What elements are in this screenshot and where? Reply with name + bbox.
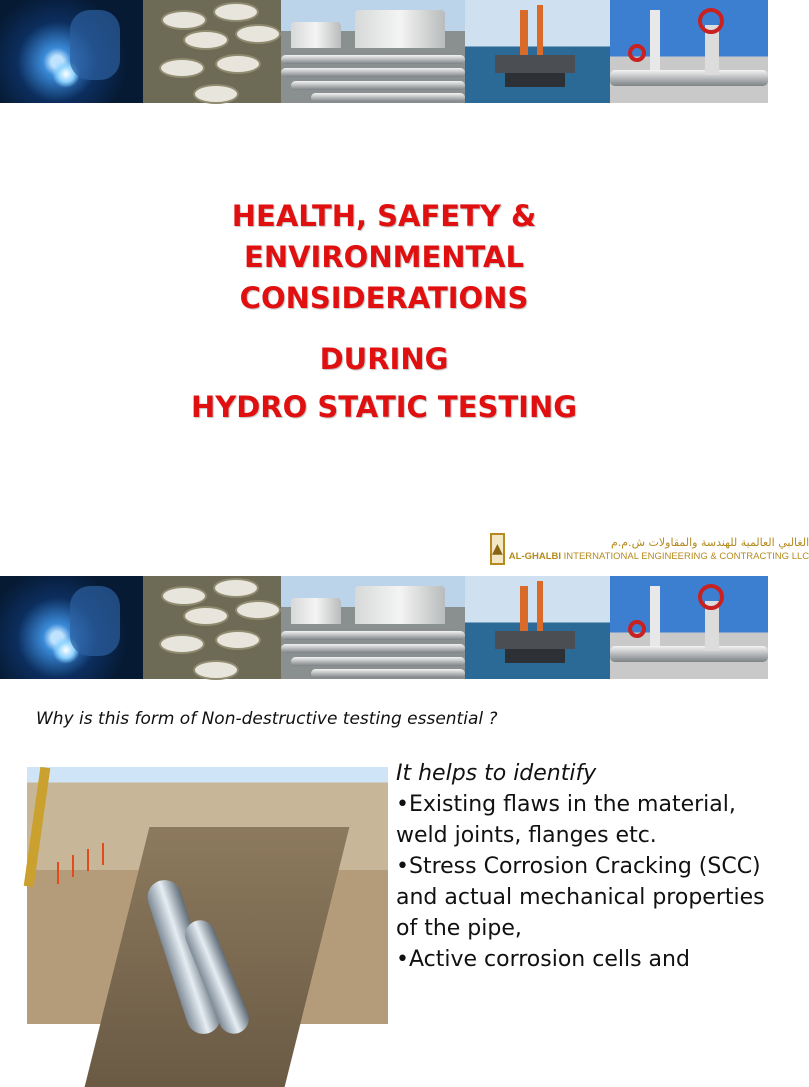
benefits-list xyxy=(396,758,766,975)
offshore-rig-image xyxy=(465,576,610,679)
list-item: •Existing flaws in the material, weld joints, flanges etc. xyxy=(396,792,736,848)
list-item: •Stress Corrosion Cracking (SCC) and actual mechanical properties of the pipe, xyxy=(396,854,765,941)
logo-english-rest: INTERNATIONAL ENGINEERING & CONTRACTING LLC xyxy=(563,550,809,562)
title-subtitle: HYDRO STATIC TESTING xyxy=(190,390,578,424)
welding-image xyxy=(0,0,143,103)
title-during: DURING xyxy=(319,342,449,376)
title-line-3: CONSIDERATIONS xyxy=(239,281,529,315)
benefits-intro: It helps to identify xyxy=(396,761,597,786)
slide-question: Why is this form of Non-destructive testing essential ? xyxy=(36,709,498,729)
valve-wheel-image xyxy=(610,0,768,103)
list-item: •Active corrosion cells and xyxy=(396,947,690,972)
logo-brand: AL-GHALBI xyxy=(508,550,562,562)
logo-english-text xyxy=(509,550,809,563)
company-logo xyxy=(490,532,809,566)
title-line-2: ENVIRONMENTAL xyxy=(244,240,524,274)
storage-tanks-image xyxy=(143,576,281,679)
pipeline-image xyxy=(281,0,465,103)
logo-emblem-icon: ▲ xyxy=(490,533,505,565)
mid-image-banner xyxy=(0,576,768,679)
pipeline-trench-photo xyxy=(27,767,388,1024)
welding-image xyxy=(0,576,143,679)
slide-title xyxy=(0,196,768,428)
offshore-rig-image xyxy=(465,0,610,103)
logo-arabic-text: الغالبي العالمية للهندسة والمقاولات ش.م.م xyxy=(610,535,809,549)
pipeline-image xyxy=(281,576,465,679)
title-line-1: HEALTH, SAFETY & xyxy=(231,199,537,233)
top-image-banner xyxy=(0,0,768,103)
storage-tanks-image xyxy=(143,0,281,103)
logo-text xyxy=(509,536,809,563)
valve-wheel-image xyxy=(610,576,768,679)
